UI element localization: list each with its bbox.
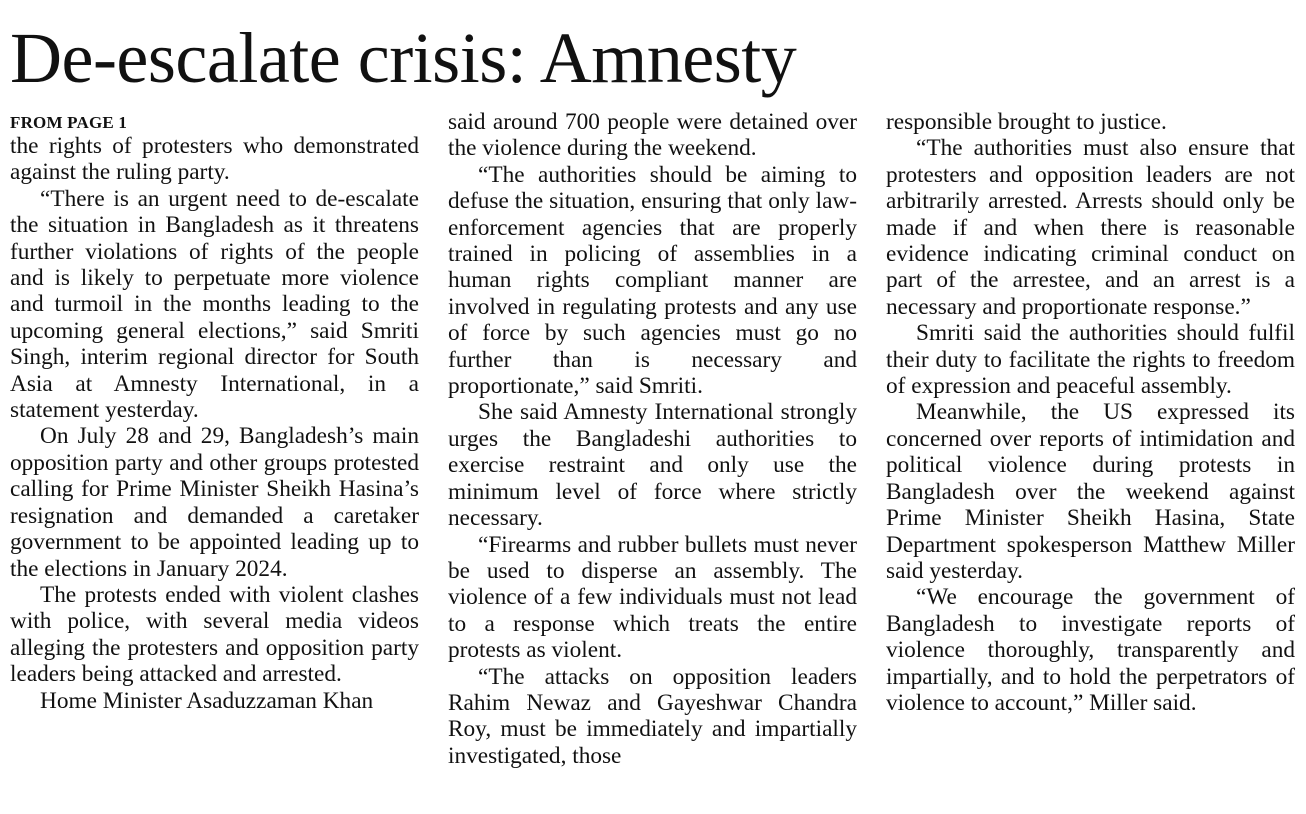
continuation-kicker: FROM PAGE 1 xyxy=(10,113,128,132)
paragraph: “The authorities must also ensure that protesters and opposition leaders are not arbitrarily arrested. Arrests should only be made if and when there is reasonable evidence indicating criminal conduct on part of the arrestee, and an arrest is a necessary and proportionate response.” xyxy=(886,135,1295,320)
paragraph: Home Minister Asaduzzaman Khan xyxy=(40,687,374,714)
paragraph: “Firearms and rubber bullets must never be used to disperse an assembly. The violence of a few individuals must not lead to a response which treats the entire protests as violent. xyxy=(448,531,857,664)
article-column-3 xyxy=(886,109,1295,716)
paragraph: said around 700 people were detained over the violence during the weekend. xyxy=(448,109,857,162)
paragraph: “The attacks on opposition leaders Rahim Newaz and Gayeshwar Chandra Roy, must be immediately and impartially investigated, those xyxy=(448,663,857,769)
paragraph: On July 28 and 29, Bangladesh’s main opposition party and other groups protested calling for Prime Minister Sheikh Hasina’s resignation and demanded a caretaker government to be appointed leading up to the elections in January 2024. xyxy=(10,423,419,582)
paragraph: The protests ended with violent clashes with police, with several media videos alleging the protesters and opposition party leaders being attacked and arrested. xyxy=(10,581,419,688)
paragraph: She said Amnesty International strongly urges the Bangladeshi authorities to exercise restraint and only use the minimum level of force where strictly necessary. xyxy=(448,399,857,532)
paragraph: “There is an urgent need to de-escalate the situation in Bangladesh as it threatens further violations of rights of the people and is likely to perpetuate more violence and turmoil in the months leading to the upcoming general elections,” said Smriti Singh, interim regional director for South Asia at Amnesty International, in a statement yesterday. xyxy=(10,185,419,424)
paragraph: responsible brought to justice. xyxy=(886,109,1167,135)
headline: De-escalate crisis: Amnesty xyxy=(10,18,797,98)
paragraph: Smriti said the authorities should fulfil their duty to facilitate the rights to freedom of expression and peaceful assembly. xyxy=(886,320,1295,400)
article-column-2 xyxy=(448,109,857,769)
article-column-1 xyxy=(10,109,419,714)
paragraph: “We encourage the government of Bangladesh to investigate reports of violence thoroughly, transparently and impartially, and to hold the perpetrators of violence to account,” Miller said. xyxy=(886,584,1295,716)
paragraph: “The authorities should be aiming to defuse the situation, ensuring that only law-enforcement agencies that are properly trained in policing of assemblies in a human rights compliant manner are involved in regulating protests and any use of force by such agencies must go no further than is necessary and proportionate,” said Smriti. xyxy=(448,161,857,400)
paragraph: the rights of protesters who demonstrated against the ruling party. xyxy=(10,133,419,186)
paragraph: Meanwhile, the US expressed its concerned over reports of intimidation and political violence during protests in Bangladesh over the weekend against Prime Minister Sheikh Hasina, State Department spokesperson Matthew Miller said yesterday. xyxy=(886,399,1295,584)
